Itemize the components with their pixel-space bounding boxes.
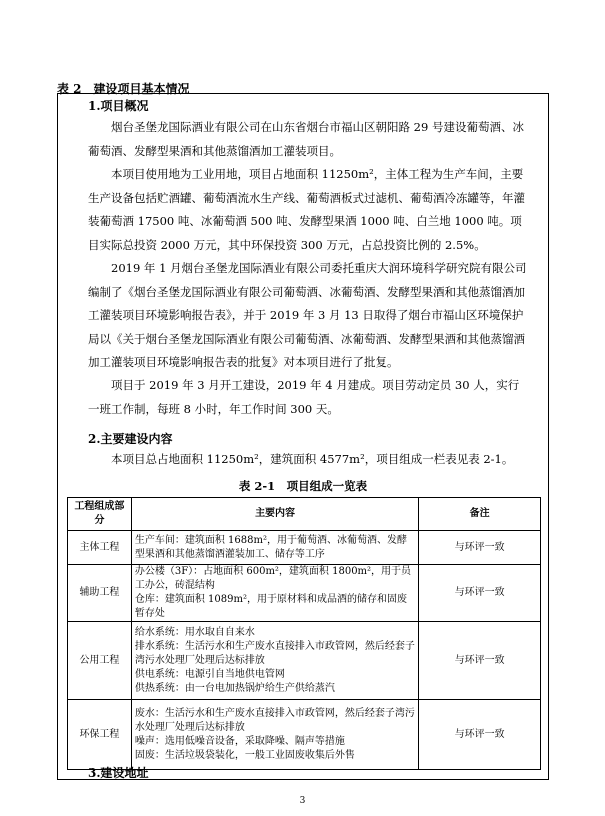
row-remark: 与环评一致 — [419, 622, 541, 700]
row-remark: 与环评一致 — [419, 565, 541, 622]
content-frame — [57, 93, 549, 780]
row-content — [131, 565, 418, 622]
content-line: 排水系统：生活污水和生产废水直接排入市政管网，然后经套子湾污水处理厂处理后达标排放 — [134, 640, 415, 666]
header-remark: 备注 — [419, 498, 541, 531]
content-line: 仓库：建筑面积 1089m²，用于原材料和成品酒的储存和固废暂存处 — [134, 594, 407, 619]
table-row — [68, 622, 541, 700]
section-2-title: 2.主要建设内容 — [88, 432, 173, 446]
table-row — [68, 565, 541, 622]
content-line: 生产车间：建筑面积 1688m²，用于葡萄酒、冰葡萄酒、发酵型果酒和其他蒸馏酒灌装加工、储存等工序 — [134, 534, 407, 560]
row-category: 公用工程 — [68, 622, 132, 700]
table-row — [68, 700, 541, 770]
row-content — [131, 531, 418, 565]
content-line: 给水系统：用水取自自来水 — [134, 626, 255, 638]
table-2-1-caption: 表 2-1 项目组成一览表 — [238, 479, 368, 493]
row-category: 辅助工程 — [68, 565, 132, 622]
content-line: 办公楼（3F）：占地面积 600m²，建筑面积 1800m²，用于员工办公，砖混结构 — [134, 566, 412, 591]
section-1-paragraph-3: 2019 年 1 月烟台圣堡龙国际酒业有限公司委托重庆大润环境科学研究院有限公司编制了《烟台圣堡龙国际酒业有限公司葡萄酒、冰葡萄酒、发酵型果酒和其他蒸馏酒加工灌装项目环境影响报告表》，并于 2019 年 3 月 13 日取得了烟台市福山区环境保护局以《关于烟台圣堡龙国际酒业有限公司葡萄酒、冰葡萄酒、发酵型果酒和其他蒸馏酒加工灌装项目环境影响报告表的批复》对本项目进行了批复。 — [88, 261, 527, 369]
header-content: 主要内容 — [131, 498, 418, 531]
content-line: 供热系统：由一台电加热锅炉给生产供给蒸汽 — [134, 682, 335, 694]
project-composition-table — [67, 497, 541, 770]
header-category: 工程组成部分 — [68, 498, 132, 531]
content-line: 废水：生活污水和生产废水直接排入市政管网，然后经套子湾污水处理厂处理后达标排放 — [134, 707, 415, 733]
page-number: 3 — [299, 796, 306, 806]
row-content — [131, 700, 418, 770]
table-caption: 表 2 建设项目基本情况 — [57, 82, 190, 96]
content-line: 供电系统：电源引自当地供电管网 — [134, 668, 285, 680]
section-1-paragraph-2: 本项目使用地为工业用地，项目占地面积 11250m²，主体工程为生产车间，主要生产设备包括贮酒罐、葡萄酒流水生产线、葡萄酒板式过滤机、葡萄酒冷冻罐等，年灌装葡萄酒 17500 吨、冰葡萄酒 500 吨、发酵型果酒 1000 吨、白兰地 1000 吨。项目实际总投资 2000 万元，其中环保投资 300 万元，占总投资比例的 2.5%。 — [88, 167, 525, 252]
section-1-paragraph-1: 烟台圣堡龙国际酒业有限公司在山东省烟台市福山区朝阳路 29 号建设葡萄酒、冰葡萄酒、发酵型果酒和其他蒸馏酒加工灌装项目。 — [88, 120, 524, 158]
section-2-paragraph: 本项目总占地面积 11250m²，建筑面积 4577m²，项目组成一栏表见表 2-1。 — [111, 452, 514, 466]
row-content — [131, 622, 418, 700]
row-remark: 与环评一致 — [419, 531, 541, 565]
content-line: 固废：生活垃圾袋装化，一般工业固废收集后外售 — [134, 749, 355, 761]
section-1-paragraph-4: 项目于 2019 年 3 月开工建设，2019 年 4 月建成。项目劳动定员 30 人，实行一班工作制，每班 8 小时，年工作时间 300 天。 — [88, 378, 520, 416]
content-line: 噪声：选用低噪音设备，采取降噪、隔声等措施 — [134, 735, 345, 747]
table-header-row — [68, 498, 541, 531]
row-category: 主体工程 — [68, 531, 132, 565]
table-row — [68, 531, 541, 565]
row-remark: 与环评一致 — [419, 700, 541, 770]
row-category: 环保工程 — [68, 700, 132, 770]
section-1-title: 1.项目概况 — [88, 99, 149, 113]
section-3-title: 3.建设地址 — [88, 766, 149, 780]
